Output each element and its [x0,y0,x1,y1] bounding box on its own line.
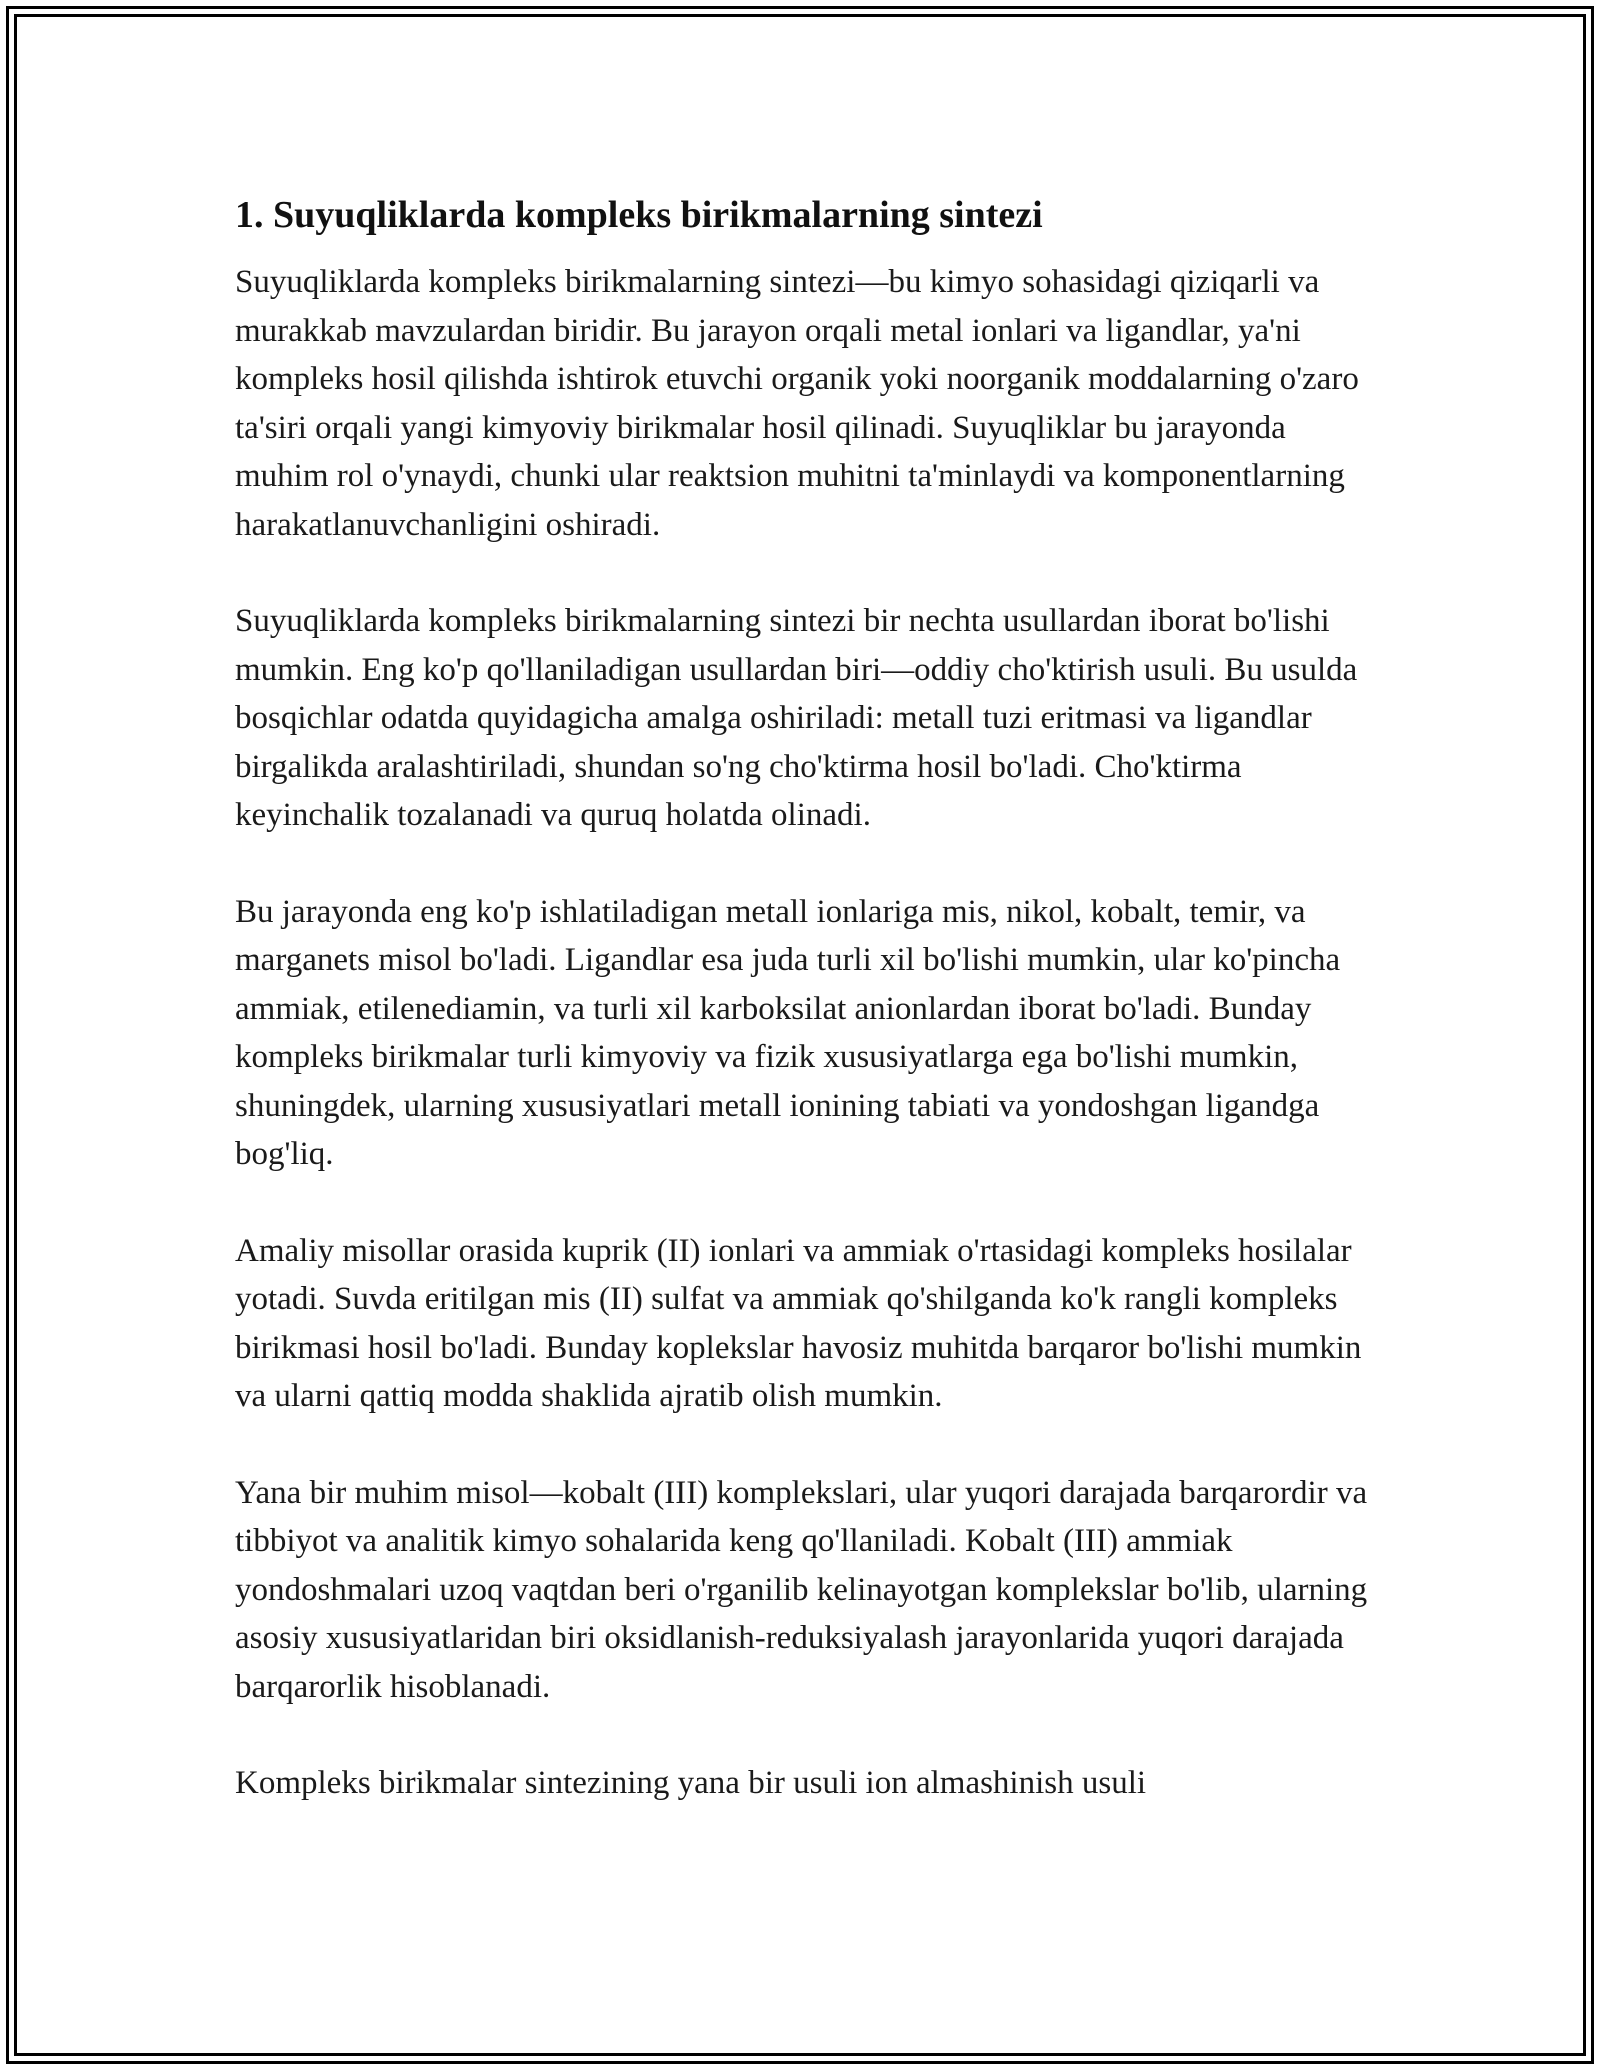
paragraph-2: Suyuqliklarda kompleks birikmalarning sintezi bir nechta usullardan iborat bo'lishi mumkin. Eng ko'p qo'llaniladigan usullardan biri—oddiy cho'ktirish usuli. Bu usulda bosqichlar odatda quyidagicha amalga oshiriladi: metall tuzi eritmasi va ligandlar birgalikda aralashtiriladi, shundan so'ng cho'ktirma hosil bo'ladi. Cho'ktirma keyinchalik tozalanadi va quruq holatda olinadi. [235,603,1358,833]
document-body [235,188,1370,1856]
paragraph-1: Suyuqliklarda kompleks birikmalarning sintezi—bu kimyo sohasidagi qiziqarli va murakkab mavzulardan biridir. Bu jarayon orqali metal ionlari va ligandlar, ya'ni kompleks hosil qilishda ishtirok etuvchi organik yoki noorganik moddalarning o'zaro ta'siri orqali yangi kimyoviy birikmalar hosil qilinadi. Suyuqliklar bu jarayonda muhim rol o'ynaydi, chunki ular reaktsion muhitni ta'minlaydi va komponentlarning harakatlanuvchanligini oshiradi. [235,264,1359,543]
paragraph-5: Yana bir muhim misol—kobalt (III) komplekslari, ular yuqori darajada barqarordir va tibbiyot va analitik kimyo sohalarida keng qo'llaniladi. Kobalt (III) ammiak yondoshmalari uzoq vaqtdan beri o'rganilib kelinayotgan komplekslar bo'lib, ularning asosiy xususiyatlaridan biri oksidlanish-reduksiyalash jarayonlarida yuqori darajada barqarorlik hisoblanadi. [235,1474,1368,1705]
paragraph-3: Bu jarayonda eng ko'p ishlatiladigan metall ionlariga mis, nikol, kobalt, temir, va marganets misol bo'ladi. Ligandlar esa juda turli xil bo'lishi mumkin, ular ko'pincha ammiak, etilenediamin, va turli xil karboksilat anionlardan iborat bo'ladi. Bunday kompleks birikmalar turli kimyoviy va fizik xususiyatlarga ega bo'lishi mumkin, shuningdek, ularning xususiyatlari metall ionining tabiati va yondoshgan ligandga bog'liq. [235,893,1341,1172]
section-heading: 1. Suyuqliklarda kompleks birikmalarning sintezi [235,194,1043,236]
paragraph-6: Kompleks birikmalar sintezining yana bir usuli ion almashinish usuli [235,1765,1147,1801]
paragraph-4: Amaliy misollar orasida kuprik (II) ionlari va ammiak o'rtasidagi kompleks hosilalar yotadi. Suvda eritilgan mis (II) sulfat va ammiak qo'shilganda ko'k rangli kompleks birikmasi hosil bo'ladi. Bunday koplekslar havosiz muhitda barqaror bo'lishi mumkin va ularni qattiq modda shaklida ajratib olish mumkin. [235,1232,1362,1414]
